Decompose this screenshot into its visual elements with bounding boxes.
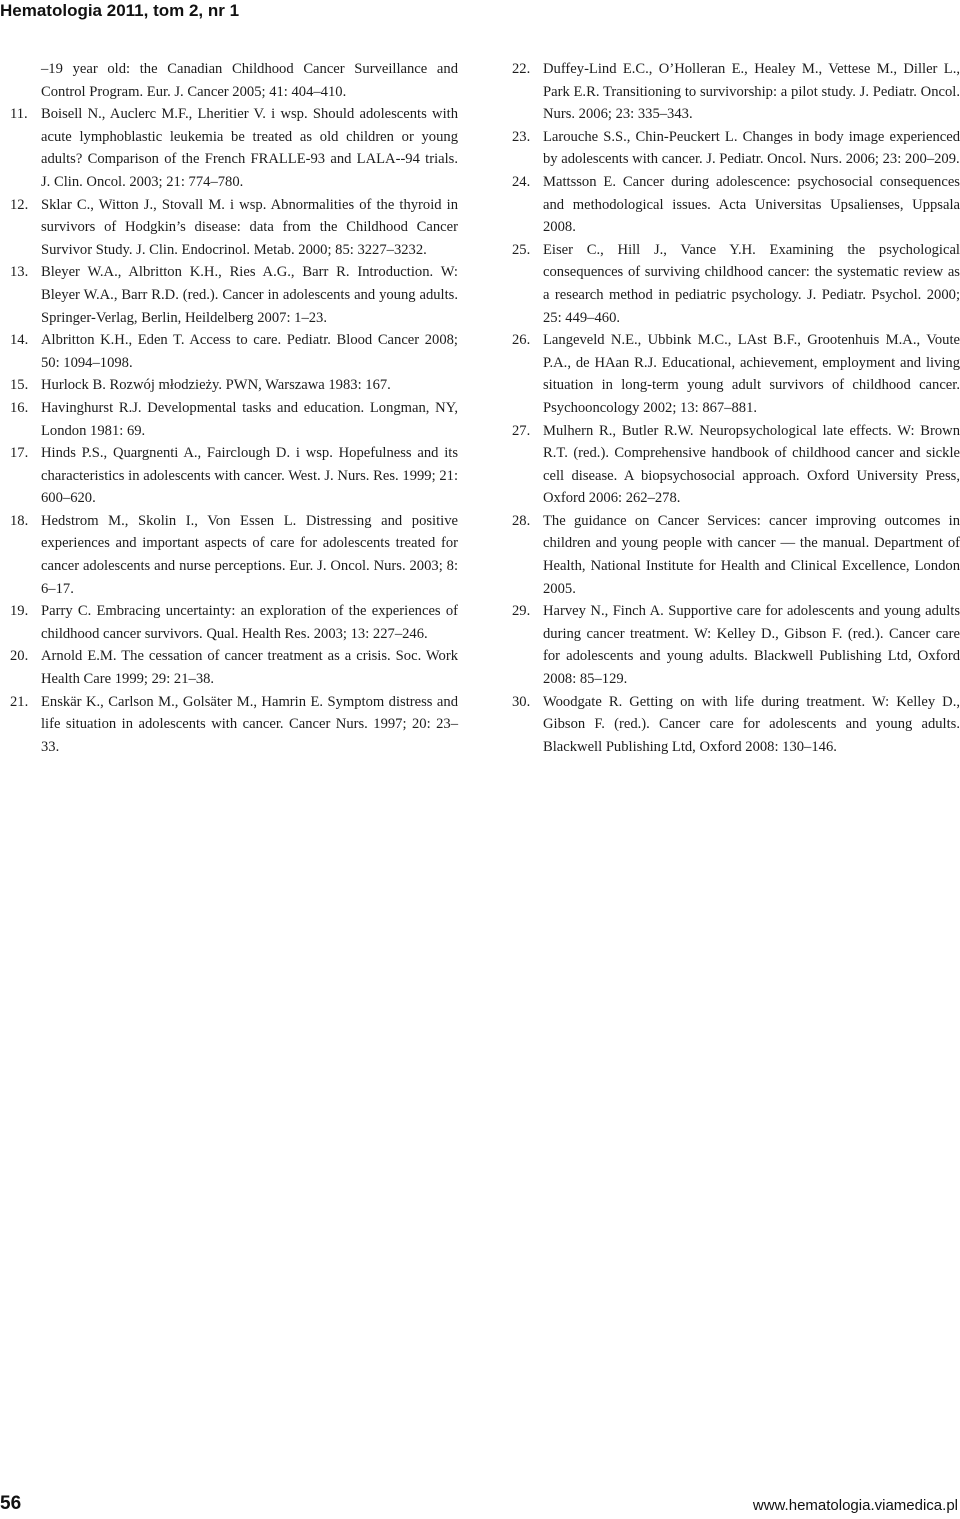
reference-number: 12. [10,196,29,213]
reference-number: 27. [512,422,531,439]
reference-text: Sklar C., Witton J., Stovall M. i wsp. Abnormalities of the thyroid in survivors of Hodgkin’s disease: data from the Childhood Cancer Survivor Study. J. Clin. Endocrinol. Metab. 2000; 85: 3227–3232. [41,196,458,258]
reference-number: 17. [10,445,29,462]
reference-number: 14. [10,332,29,349]
reference-number: 16. [10,399,29,416]
reference-item-24 [512,171,960,239]
reference-text: Hedstrom M., Skolin I., Von Essen L. Distressing and positive experiences and important aspects of care for adolescents treated for cancer adolescents and nurse perceptions. Eur. J. Oncol. Nurs. 2003; 8: 6–17. [41,512,458,597]
page-number: 56 [0,1493,22,1514]
reference-number: 20. [10,648,29,665]
reference-item-30 [512,691,960,759]
reference-item-12 [10,194,458,262]
reference-item-26 [512,329,960,419]
reference-text: Harvey N., Finch A. Supportive care for adolescents and young adults during cancer treatment. W: Kelley D., Gibson F. (red.). Cancer care for adolescents and young adults. Blackwell Publishing Ltd, Oxford 2008: 85–129. [543,603,960,688]
reference-number: 30. [512,693,531,710]
reference-item-25 [512,239,960,329]
reference-item-16 [10,397,458,442]
reference-text: Langeveld N.E., Ubbink M.C., LAst B.F., Grootenhuis M.A., Voute P.A., de HAan R.J. Educational, achievement, employment and living situation in long-term young adult survivors of childhood cancer. Psychooncology 2002; 13: 867–881. [543,332,960,416]
running-head-title: Hematologia 2011, tom 2, nr 1 [0,1,240,20]
reference-number: 15. [10,377,29,394]
reference-text: Hinds P.S., Quargnenti A., Fairclough D. i wsp. Hopefulness and its characteristics in adolescents with cancer. West. J. Nurs. Res. 1999; 21: 600–620. [41,445,458,507]
reference-text: Arnold E.M. The cessation of cancer treatment as a crisis. Soc. Work Health Care 1999; 29: 21–38. [41,648,458,688]
reference-number: 28. [512,512,531,529]
reference-text: Woodgate R. Getting on with life during treatment. W: Kelley D., Gibson F. (red.). Cancer care for adolescents and young adults. Blackwell Publishing Ltd, Oxford 2008: 130–146. [543,693,960,755]
reference-number: 18. [10,512,29,529]
reference-number: 24. [512,173,531,190]
reference-text: Hurlock B. Rozwój młodzieży. PWN, Warszawa 1983: 167. [41,377,391,394]
reference-text: Bleyer W.A., Albritton K.H., Ries A.G., Barr R. Introduction. W: Bleyer W.A., Barr R.D. (red.). Cancer in adolescents and young adults. Springer-Verlag, Berlin, Heildelberg 2007: 1–23. [41,264,458,326]
reference-item-18 [10,510,458,600]
reference-item-21 [10,691,458,759]
reference-number: 11. [10,106,28,123]
reference-item-13 [10,261,458,329]
reference-text: Havinghurst R.J. Developmental tasks and education. Longman, NY, London 1981: 69. [41,399,458,439]
reference-list-right-column [512,58,960,758]
reference-list-left-column [10,58,458,758]
reference-text: Enskär K., Carlson M., Golsäter M., Hamrin E. Symptom distress and life situation in adolescents with cancer. Cancer Nurs. 1997; 20: 23–33. [41,693,458,755]
reference-item-17 [10,442,458,510]
reference-item-28 [512,510,960,600]
journal-website-url: www.hematologia.viamedica.pl [752,1497,958,1514]
reference-item-14 [10,329,458,374]
reference-text: Duffey-Lind E.C., O’Holleran E., Healey M., Vettese M., Diller L., Park E.R. Transitioning to survivorship: a pilot study. J. Pediatr. Oncol. Nurs. 2006; 23: 335–343. [543,61,960,123]
reference-item-29 [512,600,960,690]
reference-item-19 [10,600,458,645]
reference-10-continuation: –19 year old: the Canadian Childhood Cancer Surveillance and Control Program. Eur. J. Cancer 2005; 41: 404–410. [41,61,458,100]
reference-number: 25. [512,241,531,258]
reference-item-20 [10,645,458,690]
reference-text: Mattsson E. Cancer during adolescence: psychosocial consequences and methodological issues. Acta Universitas Upsalienses, Uppsala 2008. [543,173,960,236]
reference-text: The guidance on Cancer Services: cancer improving outcomes in children and young people with cancer — the manual. Department of Health, National Institute for Health and Clinical Excellence, London 2005. [543,512,960,597]
reference-item-11 [10,103,458,193]
reference-text: Mulhern R., Butler R.W. Neuropsychological late effects. W: Brown R.T. (red.). Comprehensive handbook of childhood cancer and sickle cell disease. A biopsychosocial approach. Oxford University Press, Oxford 2006: 262–278. [543,422,960,507]
reference-number: 22. [512,61,531,77]
reference-number: 13. [10,264,29,281]
reference-item-23 [512,126,960,171]
reference-number: 29. [512,603,531,620]
reference-item-22 [512,58,960,126]
reference-number: 19. [10,603,29,620]
reference-number: 23. [512,128,531,145]
reference-item-15 [10,374,458,397]
reference-text: Eiser C., Hill J., Vance Y.H. Examining the psychological consequences of surviving childhood cancer: the systematic review as a research method in pediatric psychology. J. Pediatr. Psychol. 2000; 25: 449–460. [543,241,960,326]
reference-item-27 [512,420,960,510]
reference-number: 21. [10,693,29,710]
reference-text: Albritton K.H., Eden T. Access to care. Pediatr. Blood Cancer 2008; 50: 1094–1098. [41,332,458,371]
reference-text: Larouche S.S., Chin-Peuckert L. Changes in body image experienced by adolescents with cancer. J. Pediatr. Oncol. Nurs. 2006; 23: 200–209. [543,128,960,168]
reference-text: Boisell N., Auclerc M.F., Lheritier V. i wsp. Should adolescents with acute lymphoblastic leukemia be treated as old children or young adults? Comparison of the French FRALLE-93 and LALA--94 trials. J. Clin. Oncol. 2003; 21: 774–780. [41,106,458,190]
reference-text: Parry C. Embracing uncertainty: an exploration of the experiences of childhood cancer survivors. Qual. Health Res. 2003; 13: 227–246. [41,603,458,642]
reference-number: 26. [512,332,531,349]
